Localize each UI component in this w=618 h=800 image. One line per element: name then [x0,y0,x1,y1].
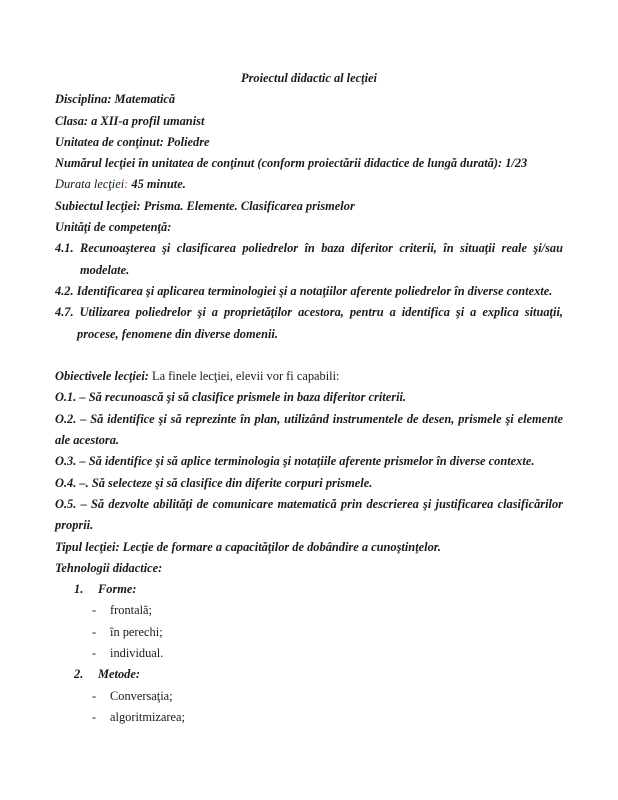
competenta-number: 4.2. [55,283,74,298]
objective-item: O.1. – Să recunoască şi să clasifice prismele in baza diferitor criterii. [55,390,407,405]
field-disciplina: Disciplina: Matematică [55,92,176,107]
document-title: Proiectul didactic al lecţiei [241,71,377,85]
competenta-text: Identificarea şi aplicarea terminologiei şi a notaţiilor aferente poliedrelor în diverse contexte. [76,283,553,298]
competenta-number: 4.1. [55,241,74,256]
competenta-item [55,281,563,302]
objective-item: O.3. – Să identifice şi să aplice terminologia şi notaţiile aferente prismelor în diverse contexte. [55,454,535,469]
dash-bullet-icon: - [92,709,97,724]
list-item [55,622,563,643]
list-item-text: frontală; [110,603,152,618]
group-label: Forme: [98,582,137,597]
tehnologii-heading: Tehnologii didactice: [55,560,163,575]
list-item-text: algoritmizarea; [110,709,185,724]
durata-colon: : [124,177,129,192]
objective-item: O.4. –. Să selecteze şi să clasifice din diferite corpuri prismele. [55,475,373,490]
field-unitatea: Unitatea de conţinut: Poliedre [55,134,210,149]
dash-bullet-icon: - [92,624,97,639]
competenta-item [55,302,563,345]
list-item-text: Conversaţia; [110,688,173,703]
durata-label: Durata lecţiei [55,177,125,192]
lesson-plan-page [55,68,563,728]
group-number: 2. [74,667,84,682]
group-number: 1. [74,582,84,597]
tipul-lectiei: Tipul lecţiei: Lecţie de formare a capacităţilor de dobândire a cunoştinţelor. [55,539,442,554]
competenta-text: Recunoaşterea şi clasificarea poliedrelor în baza diferitor criterii, în situaţii reale şi/sau modelate. [80,241,563,277]
list-item [55,643,563,664]
durata-value: 45 minute. [128,177,186,192]
competente-heading: Unităţi de competenţă: [55,220,172,235]
field-numarul: Numărul lecţiei în unitatea de conţinut (conform proiectării didactice de lungă durată): 1/23 [55,156,528,171]
competenta-text: Utilizarea poliedrelor şi a proprietăţilor acestora, pentru a identifica şi a explica situaţii, procese, fenomene din diverse domenii. [77,305,563,341]
field-durata [55,174,563,195]
list-item-text: în perechi; [110,624,163,639]
group-metode [55,664,563,685]
field-clasa: Clasa: a XII-a profil umanist [55,113,205,128]
obiective-label: Obiectivele lecţiei: [55,369,149,384]
dash-bullet-icon: - [92,603,97,618]
dash-bullet-icon: - [92,688,97,703]
list-item-text: individual. [110,646,164,661]
obiective-intro [55,366,563,387]
spacer [55,345,563,366]
objective-item: O.2. – Să identifice şi să reprezinte în plan, utilizând instrumentele de desen, prismele şi elemente ale acestora. [55,411,563,448]
group-forme [55,579,563,600]
objective-item: O.5. – Să dezvolte abilităţi de comunicare matematică prin descrierea şi justificarea clasificărilor proprii. [55,496,563,533]
list-item [55,686,563,707]
dash-bullet-icon: - [92,646,97,661]
competenta-item [55,238,563,281]
obiective-intro-text: La finele lecţiei, elevii vor fi capabili: [148,369,340,384]
group-label: Metode: [98,667,140,682]
competenta-number: 4.7. [55,305,74,320]
field-subiectul: Subiectul lecţiei: Prisma. Elemente. Clasificarea prismelor [55,198,355,213]
list-item [55,707,563,728]
list-item [55,600,563,621]
